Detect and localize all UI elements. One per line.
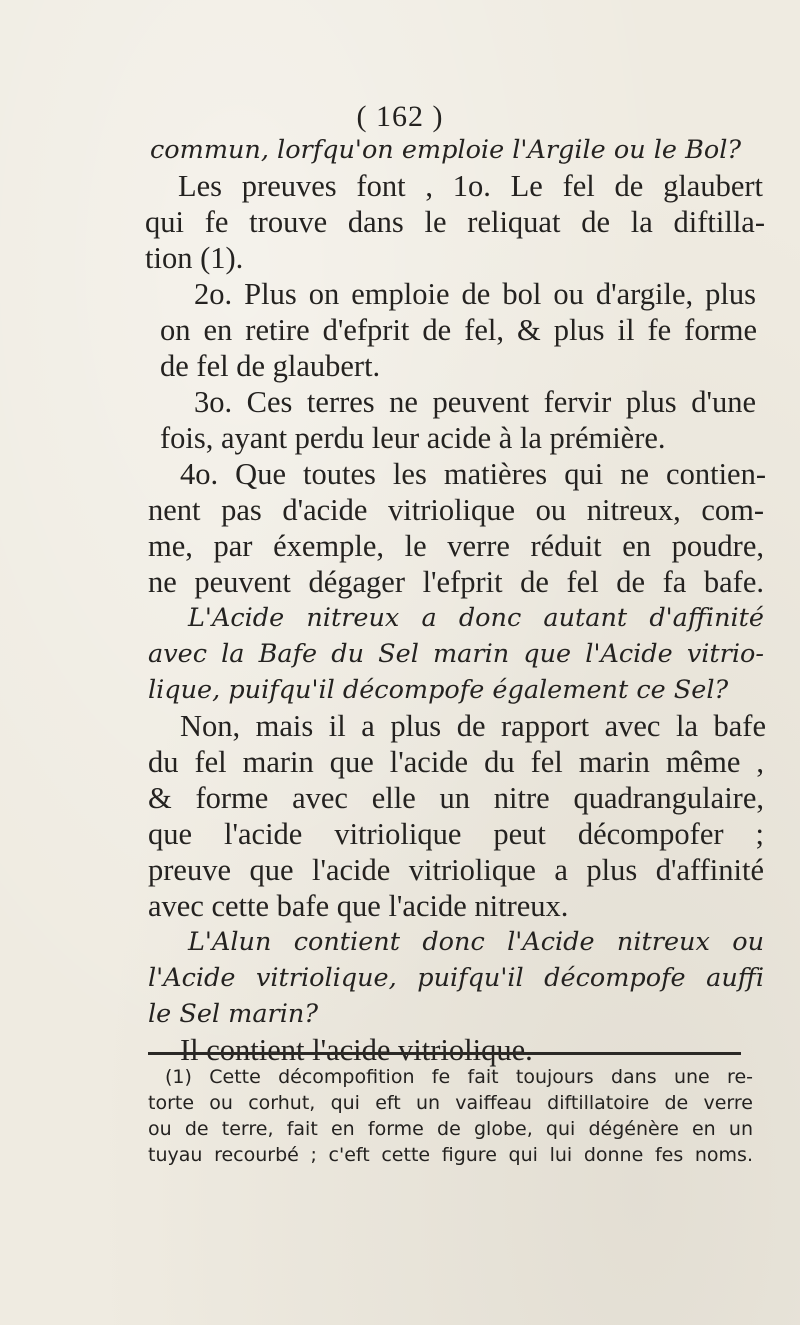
body-line-20: que l'acide vitriolique peut décompofer ; [148, 817, 764, 851]
body-line-15: avec la Bafe du Sel marin que l'Acide vitrio- [148, 639, 764, 669]
body-line-18: du fel marin que l'acide du fel marin même , [148, 745, 764, 779]
body-line-21: preuve que l'acide vitriolique a plus d'affinité [148, 853, 764, 887]
body-line-17: Non, mais il a plus de rapport avec la bafe [180, 709, 766, 743]
body-line-10: 4o. Que toutes les matières qui ne contien- [180, 457, 766, 491]
body-line-23: L'Alun contient donc l'Acide nitreux ou [188, 927, 764, 957]
footnote-line-2: torte ou corhut, qui eft un vaiffeau diftillatoire de verre [148, 1092, 753, 1114]
body-line-8: 3o. Ces terres ne peuvent fervir plus d'une [194, 385, 756, 419]
body-line-2: Les preuves font , 1o. Le fel de glaubert [178, 169, 763, 203]
body-line-5: 2o. Plus on emploie de bol ou d'argile, plus [194, 277, 756, 311]
body-line-11: nent pas d'acide vitriolique ou nitreux, com- [148, 493, 764, 527]
body-line-7: de fel de glaubert. [160, 349, 381, 383]
footnote-rule [148, 1052, 741, 1055]
footnote-line-1: (1) Cette décompofition fe fait toujours dans une re- [165, 1066, 753, 1088]
page-number: ( 162 ) [356, 100, 444, 133]
body-line-4: tion (1). [145, 241, 244, 275]
footnote-line-4: tuyau recourbé ; c'eft cette figure qui lui donne fes noms. [148, 1144, 753, 1166]
body-line-19: & forme avec elle un nitre quadrangulaire, [148, 781, 764, 815]
body-line-24: l'Acide vitriolique, puifqu'il décompofe auffi [148, 963, 764, 993]
body-line-13: ne peuvent dégager l'efprit de fel de fa bafe. [148, 565, 764, 599]
body-line-26: Il contient l'acide vitriolique. [180, 1033, 533, 1067]
body-line-25: le Sel marin? [148, 999, 318, 1029]
body-line-6: on en retire d'efprit de fel, & plus il fe forme [160, 313, 757, 347]
body-line-22: avec cette bafe que l'acide nitreux. [148, 889, 569, 923]
body-line-9: fois, ayant perdu leur acide à la prémière. [160, 421, 666, 455]
body-line-1: commun, lorfqu'on emploie l'Argile ou le Bol? [150, 135, 742, 165]
body-line-16: lique, puifqu'il décompofe également ce Sel? [148, 675, 729, 705]
body-line-14: L'Acide nitreux a donc autant d'affinité [188, 603, 764, 633]
footnote-line-3: ou de terre, fait en forme de globe, qui dégénère en un [148, 1118, 753, 1140]
body-line-3: qui fe trouve dans le reliquat de la diftilla- [145, 205, 765, 239]
body-line-12: me, par éxemple, le verre réduit en poudre, [148, 529, 764, 563]
